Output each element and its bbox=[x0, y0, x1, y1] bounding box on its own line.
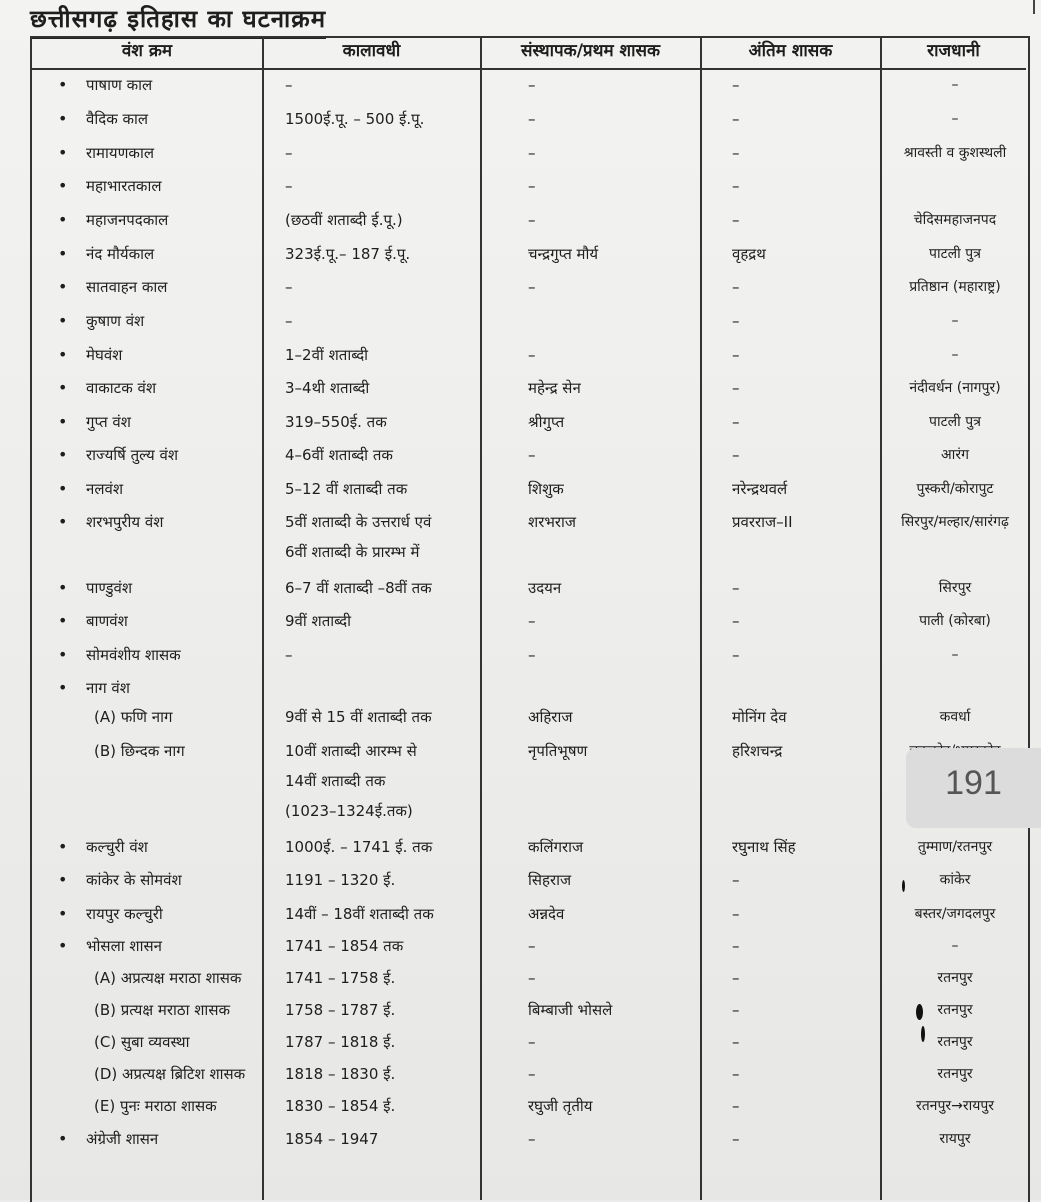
row-bullet: • bbox=[58, 176, 68, 195]
row-capital: पुस्करी/कोरापुट bbox=[916, 481, 994, 497]
row-period: 1758 – 1787 ई. bbox=[285, 1001, 396, 1019]
row-capital: चेदिसमहाजनपद bbox=[913, 212, 997, 228]
row-bullet: • bbox=[58, 412, 68, 431]
row-capital: – bbox=[951, 111, 959, 127]
row-name: शरभपुरीय वंश bbox=[86, 513, 164, 531]
header-capital: राजधानी bbox=[881, 36, 1026, 70]
row-founder: श्रीगुप्त bbox=[528, 413, 565, 431]
row-bullet: • bbox=[58, 611, 68, 630]
row-last-ruler: रघुनाथ सिंह bbox=[732, 838, 796, 856]
ink-smudge bbox=[916, 1004, 923, 1020]
row-founder: अन्नदेव bbox=[528, 905, 565, 923]
row-name: (B) छिन्दक नाग bbox=[94, 742, 185, 760]
row-founder: – bbox=[528, 969, 536, 987]
row-name: राज्यर्षि तुल्य वंश bbox=[86, 446, 179, 464]
column-divider bbox=[700, 36, 702, 1200]
row-period: 1500ई.पू. – 500 ई.पू. bbox=[285, 110, 425, 128]
row-name: सातवाहन काल bbox=[86, 278, 168, 296]
row-name: महाभारतकाल bbox=[86, 177, 162, 195]
row-bullet: • bbox=[58, 512, 68, 531]
row-period: 1854 – 1947 bbox=[285, 1130, 379, 1148]
row-period: 5–12 वीं शताब्दी तक bbox=[285, 480, 408, 498]
row-bullet: • bbox=[58, 210, 68, 229]
row-founder: – bbox=[528, 937, 536, 955]
header-period: कालावधी bbox=[263, 36, 480, 70]
row-period: 6–7 वीं शताब्दी –8वीं तक bbox=[285, 579, 432, 597]
row-capital: रायपुर bbox=[939, 1131, 971, 1147]
row-capital: – bbox=[951, 938, 959, 954]
row-name: वाकाटक वंश bbox=[86, 379, 157, 397]
row-bullet: • bbox=[58, 378, 68, 397]
row-last-ruler: – bbox=[732, 379, 740, 397]
page-title: छत्तीसगढ़ इतिहास का घटनाक्रम bbox=[30, 2, 326, 39]
row-last-ruler: – bbox=[732, 905, 740, 923]
row-last-ruler: – bbox=[732, 278, 740, 296]
row-bullet: • bbox=[58, 870, 68, 889]
row-capital: – bbox=[951, 77, 959, 93]
row-capital: – bbox=[951, 647, 959, 663]
row-name: (B) प्रत्यक्ष मराठा शासक bbox=[94, 1001, 230, 1019]
row-capital: रतनपुर bbox=[937, 970, 973, 986]
row-last-ruler: – bbox=[732, 1001, 740, 1019]
row-last-ruler: – bbox=[732, 1130, 740, 1148]
row-capital: बस्तर/जगदलपुर bbox=[914, 906, 996, 922]
row-period: 4–6वीं शताब्दी तक bbox=[285, 446, 393, 464]
row-period: 1000ई. – 1741 ई. तक bbox=[285, 838, 433, 856]
row-last-ruler: – bbox=[732, 871, 740, 889]
row-founder: – bbox=[528, 346, 536, 364]
row-period: 1741 – 1758 ई. bbox=[285, 969, 396, 987]
row-founder: शरभराज bbox=[528, 513, 577, 531]
row-capital: नंदीवर्धन (नागपुर) bbox=[909, 380, 1001, 396]
row-bullet: • bbox=[58, 936, 68, 955]
row-name: (E) पुनः मराठा शासक bbox=[94, 1097, 217, 1115]
row-capital: पाटली पुत्र bbox=[929, 414, 981, 430]
row-period: 1191 – 1320 ई. bbox=[285, 871, 396, 889]
row-last-ruler: – bbox=[732, 969, 740, 987]
row-founder: – bbox=[528, 1033, 536, 1051]
row-name: नाग वंश bbox=[86, 679, 130, 697]
row-name: पाण्डुवंश bbox=[86, 579, 133, 597]
row-last-ruler: वृहद्रथ bbox=[732, 245, 766, 263]
row-name: नलवंश bbox=[86, 480, 124, 498]
ink-smudge bbox=[921, 1026, 925, 1042]
row-name: मेघवंश bbox=[86, 346, 123, 364]
column-divider bbox=[880, 36, 882, 1200]
row-last-ruler: – bbox=[732, 446, 740, 464]
row-name: (D) अप्रत्यक्ष ब्रिटिश शासक bbox=[94, 1065, 246, 1083]
row-founder: शिशुक bbox=[528, 480, 564, 498]
row-period: 14वीं शताब्दी तक bbox=[285, 772, 386, 790]
row-bullet: • bbox=[58, 311, 68, 330]
row-name: (A) फणि नाग bbox=[94, 708, 173, 726]
row-period: 1818 – 1830 ई. bbox=[285, 1065, 396, 1083]
row-bullet: • bbox=[58, 904, 68, 923]
row-name: नंद मौर्यकाल bbox=[86, 245, 155, 263]
row-founder: – bbox=[528, 1065, 536, 1083]
row-bullet: • bbox=[58, 1129, 68, 1148]
column-divider bbox=[480, 36, 482, 1200]
row-last-ruler: – bbox=[732, 579, 740, 597]
row-founder: कलिंगराज bbox=[528, 838, 584, 856]
row-last-ruler: – bbox=[732, 211, 740, 229]
row-last-ruler: नरेन्द्रथवर्ल bbox=[732, 480, 788, 498]
page-number-badge: 191 bbox=[906, 748, 1041, 828]
row-founder: – bbox=[528, 211, 536, 229]
row-bullet: • bbox=[58, 244, 68, 263]
row-founder: – bbox=[528, 612, 536, 630]
row-last-ruler: – bbox=[732, 177, 740, 195]
row-last-ruler: – bbox=[732, 646, 740, 664]
row-last-ruler: – bbox=[732, 937, 740, 955]
row-capital: – bbox=[951, 347, 959, 363]
row-bullet: • bbox=[58, 837, 68, 856]
row-founder: नृपतिभूषण bbox=[528, 742, 588, 760]
row-period: – bbox=[285, 76, 293, 94]
row-founder: महेन्द्र सेन bbox=[528, 379, 581, 397]
row-period: 323ई.पू.– 187 ई.पू. bbox=[285, 245, 411, 263]
row-period: (1023–1324ई.तक) bbox=[285, 802, 413, 820]
row-capital: रतनपुर bbox=[937, 1066, 973, 1082]
row-period: 9वीं से 15 वीं शताब्दी तक bbox=[285, 708, 432, 726]
row-name: कुषाण वंश bbox=[86, 312, 145, 330]
row-period: 6वीं शताब्दी के प्रारम्भ में bbox=[285, 543, 420, 561]
row-founder: सिहराज bbox=[528, 871, 572, 889]
row-capital: प्रतिष्ठान (महाराष्ट्र) bbox=[909, 279, 1001, 295]
row-capital: पाली (कोरबा) bbox=[919, 613, 991, 629]
row-last-ruler: मोनिंग देव bbox=[732, 708, 787, 726]
header-lineage: वंश क्रम bbox=[32, 36, 262, 70]
row-last-ruler: हरिशचन्द्र bbox=[732, 742, 783, 760]
row-capital: श्रावस्ती व कुशस्थली bbox=[903, 145, 1007, 161]
row-bullet: • bbox=[58, 109, 68, 128]
row-period: 10वीं शताब्दी आरम्भ से bbox=[285, 742, 417, 760]
row-last-ruler: – bbox=[732, 1065, 740, 1083]
row-founder: – bbox=[528, 177, 536, 195]
row-period: – bbox=[285, 278, 293, 296]
row-name: बाणवंश bbox=[86, 612, 128, 630]
row-capital: सिरपुर/मल्हार/सारंगढ़ bbox=[901, 514, 1009, 530]
row-bullet: • bbox=[58, 345, 68, 364]
row-period: (छठवीं शताब्दी ई.पू.) bbox=[285, 211, 403, 229]
row-capital: कांकेर bbox=[939, 872, 971, 888]
row-founder: – bbox=[528, 646, 536, 664]
row-name: महाजनपदकाल bbox=[86, 211, 169, 229]
row-capital: कवर्धा bbox=[939, 709, 971, 725]
row-capital: रतनपुर bbox=[937, 1034, 973, 1050]
row-founder: – bbox=[528, 446, 536, 464]
row-founder: – bbox=[528, 278, 536, 296]
row-period: 14वीं – 18वीं शताब्दी तक bbox=[285, 905, 434, 923]
row-name: रायपुर कल्चुरी bbox=[86, 905, 163, 923]
row-bullet: • bbox=[58, 75, 68, 94]
header-founder: संस्थापक/प्रथम शासक bbox=[481, 36, 700, 70]
row-period: – bbox=[285, 646, 293, 664]
row-founder: बिम्बाजी भोसले bbox=[528, 1001, 613, 1019]
row-capital: सिरपुर bbox=[938, 580, 972, 596]
row-capital: रतनपुर→रायपुर bbox=[915, 1098, 995, 1114]
row-period: 1741 – 1854 तक bbox=[285, 937, 404, 955]
row-name: सोमवंशीय शासक bbox=[86, 646, 181, 664]
row-bullet: • bbox=[58, 445, 68, 464]
row-founder: – bbox=[528, 110, 536, 128]
row-name: पाषाण काल bbox=[86, 76, 153, 94]
row-last-ruler: – bbox=[732, 1033, 740, 1051]
row-period: 1–2वीं शताब्दी bbox=[285, 346, 369, 364]
row-founder: रघुजी तृतीय bbox=[528, 1097, 593, 1115]
ink-smudge bbox=[902, 880, 905, 892]
page-edge-mark bbox=[1033, 0, 1035, 14]
row-capital: तुम्माण/रतनपुर bbox=[917, 839, 993, 855]
row-name: कांकेर के सोमवंश bbox=[86, 871, 182, 889]
row-name: भोसला शासन bbox=[86, 937, 162, 955]
row-capital: रतनपुर bbox=[937, 1002, 973, 1018]
row-bullet: • bbox=[58, 678, 68, 697]
row-last-ruler: – bbox=[732, 346, 740, 364]
row-last-ruler: – bbox=[732, 76, 740, 94]
row-name: गुप्त वंश bbox=[86, 413, 131, 431]
row-capital: आरंग bbox=[941, 447, 969, 463]
row-bullet: • bbox=[58, 645, 68, 664]
row-name: कल्चुरी वंश bbox=[86, 838, 148, 856]
row-last-ruler: – bbox=[732, 110, 740, 128]
row-last-ruler: प्रवरराज–II bbox=[732, 513, 793, 531]
row-period: – bbox=[285, 144, 293, 162]
row-name: (C) सुबा व्यवस्था bbox=[94, 1033, 190, 1051]
row-last-ruler: – bbox=[732, 1097, 740, 1115]
row-last-ruler: – bbox=[732, 413, 740, 431]
row-founder: अहिराज bbox=[528, 708, 573, 726]
row-bullet: • bbox=[58, 143, 68, 162]
row-period: 9वीं शताब्दी bbox=[285, 612, 352, 630]
row-name: (A) अप्रत्यक्ष मराठा शासक bbox=[94, 969, 242, 987]
row-period: 1787 – 1818 ई. bbox=[285, 1033, 396, 1051]
row-bullet: • bbox=[58, 578, 68, 597]
row-last-ruler: – bbox=[732, 144, 740, 162]
row-founder: – bbox=[528, 76, 536, 94]
row-capital: पाटली पुत्र bbox=[929, 246, 981, 262]
row-founder: – bbox=[528, 1130, 536, 1148]
row-founder: – bbox=[528, 144, 536, 162]
row-name: वैदिक काल bbox=[86, 110, 149, 128]
header-last-ruler: अंतिम शासक bbox=[701, 36, 880, 70]
column-divider bbox=[262, 36, 264, 1200]
row-period: 319–550ई. तक bbox=[285, 413, 387, 431]
row-founder: उदयन bbox=[528, 579, 562, 597]
row-last-ruler: – bbox=[732, 612, 740, 630]
row-bullet: • bbox=[58, 277, 68, 296]
row-period: 5वीं शताब्दी के उत्तरार्ध एवं bbox=[285, 513, 432, 531]
row-capital: – bbox=[951, 313, 959, 329]
row-last-ruler: – bbox=[732, 312, 740, 330]
row-name: रामायणकाल bbox=[86, 144, 154, 162]
row-name: अंग्रेजी शासन bbox=[86, 1130, 159, 1148]
row-period: 1830 – 1854 ई. bbox=[285, 1097, 396, 1115]
row-founder: चन्द्रगुप्त मौर्य bbox=[528, 245, 599, 263]
row-bullet: • bbox=[58, 479, 68, 498]
row-period: – bbox=[285, 177, 293, 195]
row-period: 3–4थी शताब्दी bbox=[285, 379, 370, 397]
row-period: – bbox=[285, 312, 293, 330]
